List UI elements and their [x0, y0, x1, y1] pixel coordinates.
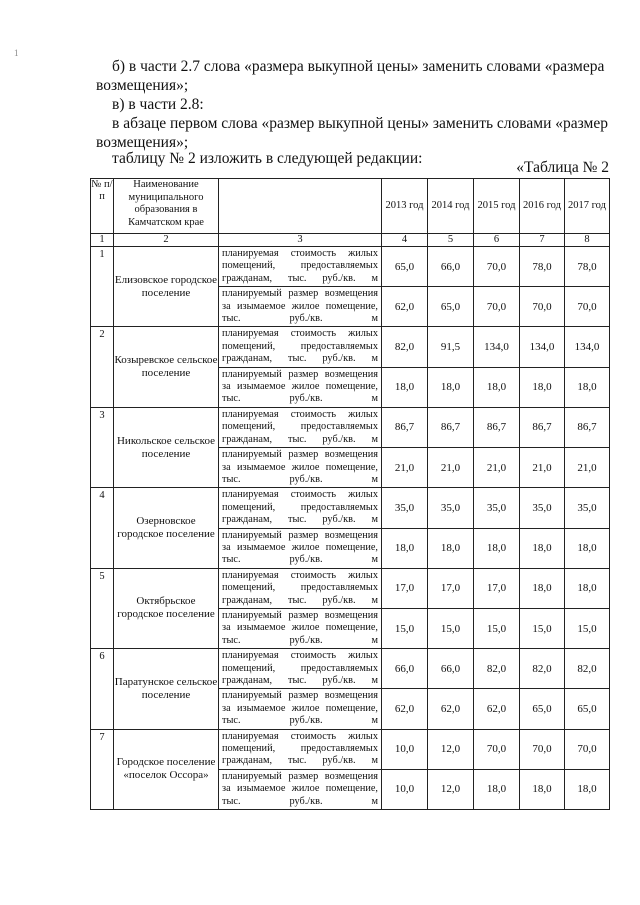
- value-cell: 86,7: [382, 407, 428, 447]
- value-cell: 62,0: [428, 689, 474, 729]
- row-number: 4: [91, 488, 114, 568]
- value-cell: 82,0: [474, 649, 520, 689]
- value-cell: 18,0: [565, 528, 610, 568]
- value-cell: 82,0: [565, 649, 610, 689]
- value-cell: 21,0: [520, 448, 565, 488]
- municipality-name: Паратунское сельское поселение: [114, 649, 219, 729]
- value-cell: 18,0: [520, 528, 565, 568]
- value-cell: 134,0: [565, 327, 610, 367]
- planned-cost-label: планируемая стоимость жилых помещений, предоставляемых гражданам, тыс. руб./кв. м: [219, 649, 382, 689]
- header-description: [219, 179, 382, 234]
- value-cell: 78,0: [565, 247, 610, 287]
- value-cell: 18,0: [520, 769, 565, 809]
- municipality-name: Октябрьское городское поселение: [114, 568, 219, 648]
- value-cell: 18,0: [565, 367, 610, 407]
- value-cell: 35,0: [428, 488, 474, 528]
- value-cell: 35,0: [474, 488, 520, 528]
- value-cell: 65,0: [382, 247, 428, 287]
- table-row: [91, 649, 610, 689]
- value-cell: 70,0: [520, 287, 565, 327]
- header-municipality: Наименование муниципального образования в Камчатском крае: [114, 179, 219, 234]
- value-cell: 12,0: [428, 729, 474, 769]
- value-cell: 18,0: [474, 769, 520, 809]
- value-cell: 134,0: [474, 327, 520, 367]
- value-cell: 17,0: [428, 568, 474, 608]
- value-cell: 134,0: [520, 327, 565, 367]
- table-body: [91, 247, 610, 810]
- header-year-2015: 2015 год: [474, 179, 520, 234]
- value-cell: 10,0: [382, 729, 428, 769]
- row-number: 3: [91, 407, 114, 487]
- table-caption: «Таблица № 2: [516, 159, 609, 176]
- header-year-2014: 2014 год: [428, 179, 474, 234]
- value-cell: 66,0: [382, 649, 428, 689]
- value-cell: 15,0: [382, 608, 428, 648]
- planned-compensation-label: планируемый размер возмещения за изымаемое жилое помещение, тыс. руб./кв. м: [219, 769, 382, 809]
- value-cell: 18,0: [474, 528, 520, 568]
- value-cell: 65,0: [428, 287, 474, 327]
- planned-cost-label: планируемая стоимость жилых помещений, предоставляемых гражданам, тыс. руб./кв. м: [219, 729, 382, 769]
- value-cell: 70,0: [474, 247, 520, 287]
- paragraph-abzac-line2: возмещения»;: [96, 134, 189, 151]
- value-cell: 18,0: [520, 568, 565, 608]
- value-cell: 15,0: [565, 608, 610, 648]
- column-number: 7: [520, 234, 565, 247]
- municipality-name: Никольское сельское поселение: [114, 407, 219, 487]
- municipality-name: Озерновское городское поселение: [114, 488, 219, 568]
- row-number: 6: [91, 649, 114, 729]
- table-row: [91, 407, 610, 447]
- value-cell: 70,0: [474, 287, 520, 327]
- value-cell: 15,0: [520, 608, 565, 648]
- table-row: [91, 488, 610, 528]
- header-year-2013: 2013 год: [382, 179, 428, 234]
- value-cell: 10,0: [382, 769, 428, 809]
- value-cell: 18,0: [428, 367, 474, 407]
- planned-cost-label: планируемая стоимость жилых помещений, предоставляемых гражданам, тыс. руб./кв. м: [219, 568, 382, 608]
- header-year-2017: 2017 год: [565, 179, 610, 234]
- municipality-name: Елизовское городское поселение: [114, 247, 219, 327]
- row-number: 1: [91, 247, 114, 327]
- value-cell: 70,0: [520, 729, 565, 769]
- value-cell: 86,7: [474, 407, 520, 447]
- value-cell: 18,0: [382, 528, 428, 568]
- value-cell: 15,0: [428, 608, 474, 648]
- municipality-name: Городское поселение «поселок Оссора»: [114, 729, 219, 809]
- value-cell: 17,0: [382, 568, 428, 608]
- margin-mark: 1: [14, 48, 19, 58]
- header-no: № п/п: [91, 179, 114, 234]
- planned-compensation-label: планируемый размер возмещения за изымаемое жилое помещение, тыс. руб./кв. м: [219, 367, 382, 407]
- value-cell: 21,0: [382, 448, 428, 488]
- planned-cost-label: планируемая стоимость жилых помещений, предоставляемых гражданам, тыс. руб./кв. м: [219, 327, 382, 367]
- value-cell: 18,0: [520, 367, 565, 407]
- planned-compensation-label: планируемый размер возмещения за изымаемое жилое помещение, тыс. руб./кв. м: [219, 287, 382, 327]
- value-cell: 70,0: [474, 729, 520, 769]
- value-cell: 70,0: [565, 729, 610, 769]
- header-year-2016: 2016 год: [520, 179, 565, 234]
- paragraph-table-intro: таблицу № 2 изложить в следующей редакции:: [112, 150, 423, 167]
- value-cell: 66,0: [428, 649, 474, 689]
- value-cell: 35,0: [565, 488, 610, 528]
- value-cell: 18,0: [565, 769, 610, 809]
- value-cell: 21,0: [428, 448, 474, 488]
- value-cell: 18,0: [565, 568, 610, 608]
- value-cell: 35,0: [520, 488, 565, 528]
- table-row: [91, 729, 610, 769]
- planned-cost-label: планируемая стоимость жилых помещений, предоставляемых гражданам, тыс. руб./кв. м: [219, 247, 382, 287]
- value-cell: 17,0: [474, 568, 520, 608]
- value-cell: 65,0: [520, 689, 565, 729]
- table-row: [91, 568, 610, 608]
- value-cell: 18,0: [474, 367, 520, 407]
- table-header-row: [91, 179, 610, 234]
- planned-compensation-label: планируемый размер возмещения за изымаемое жилое помещение, тыс. руб./кв. м: [219, 689, 382, 729]
- value-cell: 86,7: [565, 407, 610, 447]
- column-number: 5: [428, 234, 474, 247]
- row-number: 7: [91, 729, 114, 809]
- paragraph-b-line1: б) в части 2.7 слова «размера выкупной цены» заменить словами «размера: [112, 58, 605, 75]
- planned-compensation-label: планируемый размер возмещения за изымаемое жилое помещение, тыс. руб./кв. м: [219, 448, 382, 488]
- planned-compensation-label: планируемый размер возмещения за изымаемое жилое помещение, тыс. руб./кв. м: [219, 528, 382, 568]
- value-cell: 62,0: [474, 689, 520, 729]
- value-cell: 86,7: [428, 407, 474, 447]
- paragraph-v: в) в части 2.8:: [112, 96, 204, 113]
- paragraph-abzac-line1: в абзаце первом слова «размер выкупной цены» заменить словами «размер: [112, 115, 608, 132]
- row-number: 5: [91, 568, 114, 648]
- municipality-name: Козыревское сельское поселение: [114, 327, 219, 407]
- value-cell: 65,0: [565, 689, 610, 729]
- value-cell: 91,5: [428, 327, 474, 367]
- column-number: 2: [114, 234, 219, 247]
- value-cell: 18,0: [428, 528, 474, 568]
- value-cell: 21,0: [565, 448, 610, 488]
- planned-compensation-label: планируемый размер возмещения за изымаемое жилое помещение, тыс. руб./кв. м: [219, 608, 382, 648]
- planned-cost-label: планируемая стоимость жилых помещений, предоставляемых гражданам, тыс. руб./кв. м: [219, 488, 382, 528]
- table-row: [91, 327, 610, 367]
- column-number: 4: [382, 234, 428, 247]
- column-number: 3: [219, 234, 382, 247]
- value-cell: 70,0: [565, 287, 610, 327]
- column-number: 1: [91, 234, 114, 247]
- value-cell: 62,0: [382, 287, 428, 327]
- column-number: 6: [474, 234, 520, 247]
- column-number-row: [91, 234, 610, 247]
- row-number: 2: [91, 327, 114, 407]
- value-cell: 18,0: [382, 367, 428, 407]
- value-cell: 21,0: [474, 448, 520, 488]
- value-cell: 78,0: [520, 247, 565, 287]
- value-cell: 15,0: [474, 608, 520, 648]
- data-table: [90, 178, 610, 810]
- value-cell: 66,0: [428, 247, 474, 287]
- table-row: [91, 247, 610, 287]
- value-cell: 86,7: [520, 407, 565, 447]
- planned-cost-label: планируемая стоимость жилых помещений, предоставляемых гражданам, тыс. руб./кв. м: [219, 407, 382, 447]
- paragraph-b-line2: возмещения»;: [96, 77, 189, 94]
- value-cell: 82,0: [382, 327, 428, 367]
- value-cell: 62,0: [382, 689, 428, 729]
- value-cell: 35,0: [382, 488, 428, 528]
- value-cell: 82,0: [520, 649, 565, 689]
- column-number: 8: [565, 234, 610, 247]
- value-cell: 12,0: [428, 769, 474, 809]
